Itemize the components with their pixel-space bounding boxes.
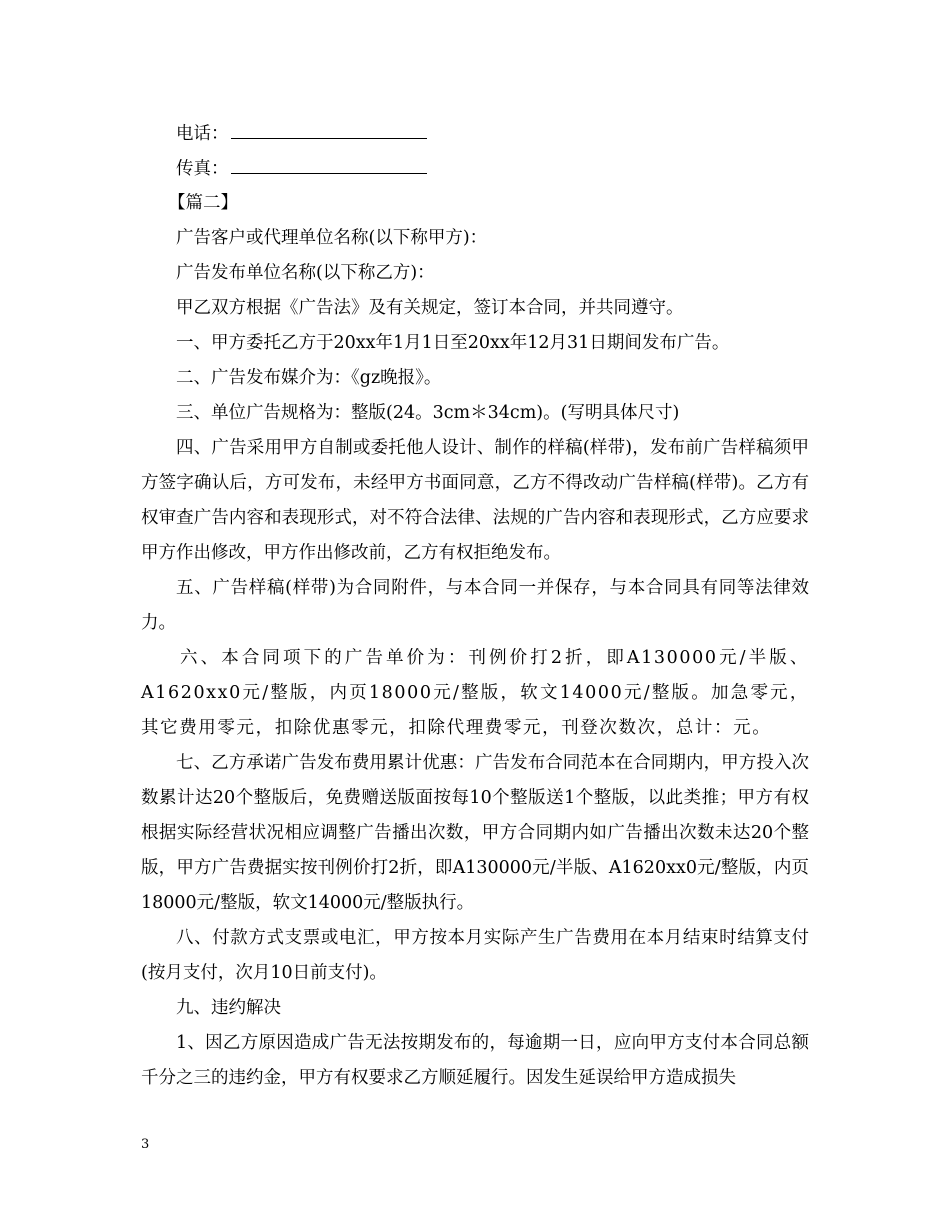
page-number: 3: [141, 1137, 150, 1152]
clause-9: 九、违约解决: [176, 998, 281, 1018]
fax-label: 传真：: [176, 159, 229, 179]
section-heading: 【篇二】: [168, 193, 238, 213]
clause-7: 七、乙方承诺广告发布费用累计优惠：广告发布合同范本在合同期内，甲方投入次数累计达20个整版后，免费赠送版面按每10个整版送1个整版，以此类推；甲方有权根据实际经营状况相应调整广告播出次数，甲方合同期内如广告播出次数未达20个整版，甲方广告费据实按刊例价打2折，即A130000元/半版、A1620xx0元/整版，内页18000元/整版，软文14000元/整版执行。: [141, 753, 809, 913]
phone-line: [141, 116, 809, 151]
phone-label: 电话：: [176, 124, 229, 144]
clause-3: 三、单位广告规格为：整版(24。3cm＊34cm)。(写明具体尺寸): [176, 403, 680, 423]
clause-6: 六、本合同项下的广告单价为：刊例价打2折，即A130000元/半版、A1620xx0元/整版，内页18000元/整版，软文14000元/整版。加急零元，其它费用零元，扣除优惠零元，扣除代理费零元，刊登次数次，总计：元。: [141, 648, 809, 738]
fax-blank: [231, 151, 427, 174]
party-b-line: 广告发布单位名称(以下称乙方)：: [176, 263, 435, 283]
document-body: [141, 116, 809, 1096]
fax-line: [141, 151, 809, 186]
clause-4: 四、广告采用甲方自制或委托他人设计、制作的样稿(样带)，发布前广告样稿须甲方签字确认后，方可发布，未经甲方书面同意，乙方不得改动广告样稿(样带)。乙方有权审查广告内容和表现形式，对不符合法律、法规的广告内容和表现形式，乙方应要求甲方作出修改，甲方作出修改前，乙方有权拒绝发布。: [141, 438, 809, 563]
preamble: 甲乙双方根据《广告法》及有关规定，签订本合同，并共同遵守。: [176, 298, 684, 318]
clause-2: 二、广告发布媒介为：《gz晚报》。: [176, 368, 442, 388]
clause-9-1: 1、因乙方原因造成广告无法按期发布的，每逾期一日，应向甲方支付本合同总额千分之三的违约金，甲方有权要求乙方顺延履行。因发生延误给甲方造成损失: [141, 1033, 809, 1088]
clause-8: 八、付款方式支票或电汇，甲方按本月实际产生广告费用在本月结束时结算支付(按月支付，次月10日前支付)。: [141, 928, 809, 983]
party-a-line: 广告客户或代理单位名称(以下称甲方)：: [176, 228, 488, 248]
phone-blank: [231, 116, 427, 139]
clause-1: 一、甲方委托乙方于20xx年1月1日至20xx年12月31日期间发布广告。: [176, 333, 730, 353]
clause-5: 五、广告样稿(样带)为合同附件，与本合同一并保存，与本合同具有同等法律效力。: [141, 578, 809, 633]
